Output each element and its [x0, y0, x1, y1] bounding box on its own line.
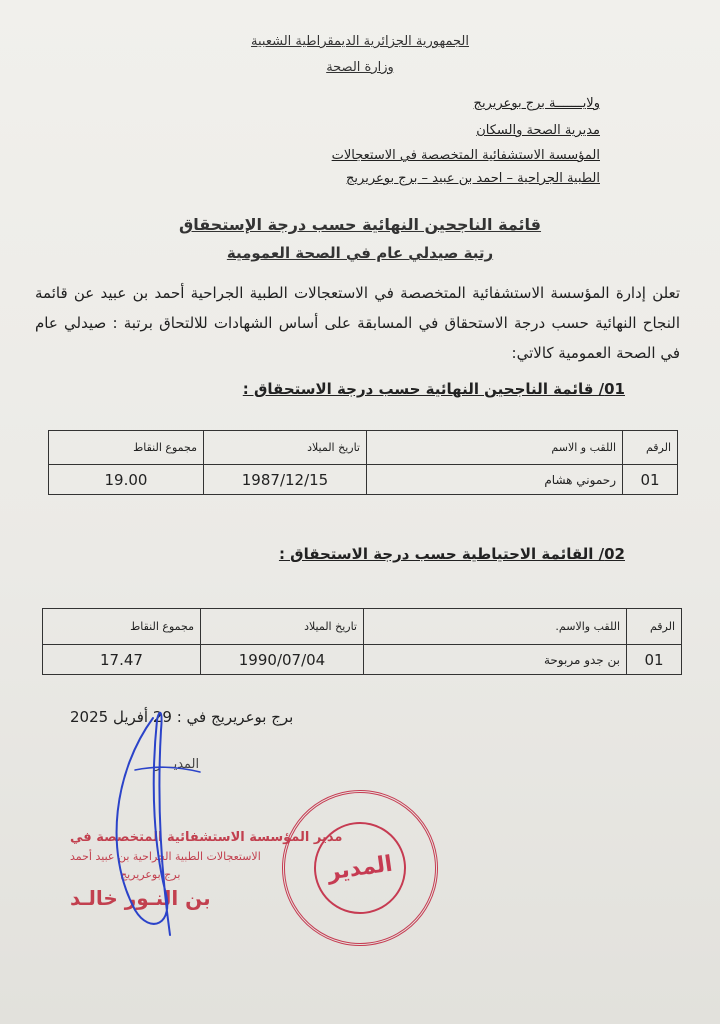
- row-dob: 1990/07/04: [201, 645, 364, 675]
- row-score: 17.47: [43, 645, 201, 675]
- col-dob-header: تاريخ الميلاد: [204, 431, 367, 465]
- director-label: المديـــر: [155, 757, 200, 772]
- col-dob-header: تاريخ الميلاد: [201, 609, 364, 645]
- reserve-list-table: [42, 608, 682, 675]
- col-number-header: الرقم: [627, 609, 682, 645]
- row-name: رحموني هشام: [367, 465, 623, 495]
- official-stamp: [272, 780, 448, 956]
- signatory-name: بن النـور خالـد: [70, 886, 211, 910]
- final-list-table: [48, 430, 678, 495]
- section2-title: 02/ القائمة الاحتياطية حسب درجة الاستحقاق :: [278, 545, 625, 563]
- section1-title: 01/ قائمة الناجحين النهائية حسب درجة الاستحقاق :: [242, 380, 625, 398]
- institution-line-2: الطبية الجراحية – احمد بن عبيد – برج بوعريريج: [346, 171, 600, 186]
- row-dob: 1987/12/15: [204, 465, 367, 495]
- col-name-header: اللقب والاسم.: [364, 609, 627, 645]
- intro-paragraph: تعلن إدارة المؤسسة الاستشفائية المتخصصة في الاستعجالات الطبية الجراحية أحمد بن عبيد عن قائمة النجاح النهائية حسب درجة الاستحقاق في المسابقة على أساس الشهادات للالتحاق برتبة : صيدلي عام في الصحة العمومية كالاتي:: [35, 284, 680, 362]
- handwritten-signature: [95, 700, 235, 940]
- institution-line-1: المؤسسة الاستشفائية المتخصصة في الاستعجالات: [331, 148, 600, 163]
- table-row: [49, 465, 678, 495]
- signature-line-2: الاستعجالات الطبية الجراحية بن عبيد أحمد: [70, 850, 261, 863]
- table-row: [43, 645, 682, 675]
- table-header-row: [49, 431, 678, 465]
- row-number: 01: [627, 645, 682, 675]
- table-header-row: [43, 609, 682, 645]
- directorate-line: مديرية الصحة والسكان: [476, 123, 600, 138]
- signature-line-1: مدير المؤسسة الاستشفائية المتخصصة في: [70, 830, 343, 845]
- col-score-header: مجموع النقاط: [43, 609, 201, 645]
- republic-title: الجمهورية الجزائرية الديمقراطية الشعبية: [251, 34, 469, 49]
- grade-title: رتبة صيدلي عام في الصحة العمومية: [226, 244, 494, 262]
- col-score-header: مجموع النقاط: [49, 431, 204, 465]
- wilaya-line: ولايـــــــة برج بوعريريج: [473, 96, 600, 111]
- place-date: برج بوعريريج في : 29 أفريل 2025: [70, 708, 294, 726]
- col-name-header: اللقب و الاسم: [367, 431, 623, 465]
- row-name: بن جدو مربوحة: [364, 645, 627, 675]
- col-number-header: الرقم: [623, 431, 678, 465]
- signature-line-3: برج بوعريريج: [120, 868, 181, 881]
- main-title: قائمة الناجحين النهائية حسب درجة الإستحقاق: [178, 215, 542, 234]
- row-number: 01: [623, 465, 678, 495]
- row-score: 19.00: [49, 465, 204, 495]
- ministry-title: وزارة الصحة: [326, 60, 394, 75]
- stamp-center: المدير: [308, 816, 412, 920]
